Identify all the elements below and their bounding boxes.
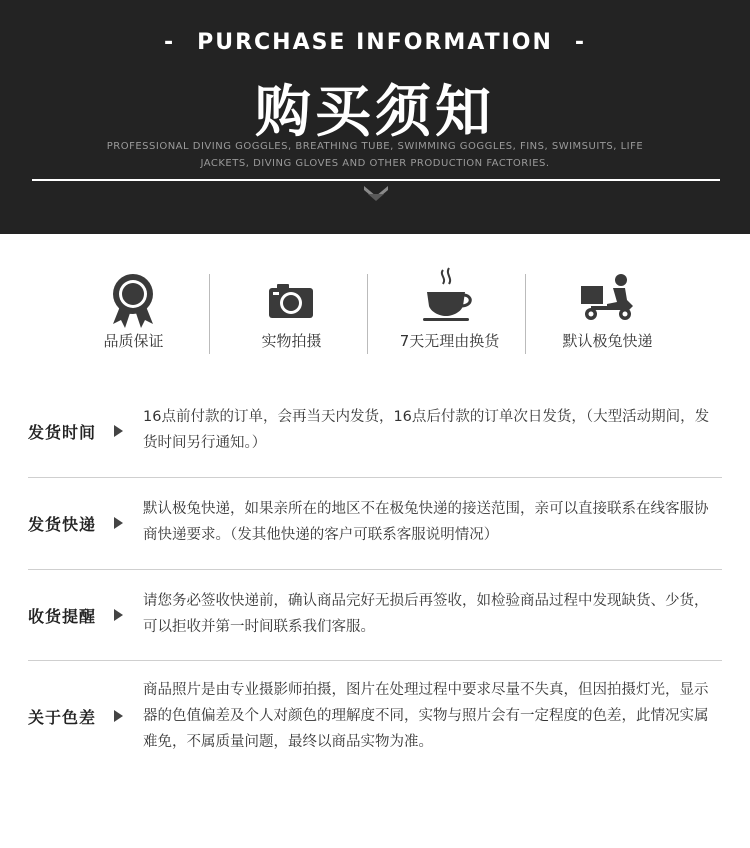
info-row-shipping-time	[28, 404, 722, 464]
info-text: 请您务必签收快递前，确认商品完好无损后再签收，如检验商品过程中发现缺货、少货，可以拒收并第一时间联系我们客服。	[143, 593, 709, 635]
feature-quality	[55, 250, 212, 360]
feature-label: 品质保证	[103, 332, 164, 350]
info-label: 收货提醒	[28, 607, 97, 626]
feature-exchange	[371, 250, 528, 360]
feature-divider	[367, 274, 368, 354]
header-divider-line	[32, 179, 720, 181]
info-row-color-difference	[28, 677, 722, 757]
header-subtitle	[100, 138, 650, 172]
info-label: 发货时间	[28, 423, 97, 442]
header-subtitle-line1: PROFESSIONAL DIVING GOGGLES, BREATHING TUBE, SWIMMING GOGGLES, FINS, SWIMSUITS, LIFE	[106, 141, 644, 152]
triangle-right-icon	[114, 710, 123, 722]
coffee-cup-icon	[419, 250, 479, 326]
info-text: 默认极兔快递，如果亲所在的地区不在极兔快递的接送范围，亲可以直接联系在线客服协商快递要求。（发其他快递的客户可联系客服说明情况）	[143, 501, 709, 543]
feature-courier	[529, 250, 686, 360]
row-divider	[28, 660, 722, 661]
row-divider	[28, 477, 722, 478]
triangle-right-icon	[114, 425, 123, 437]
info-label: 发货快递	[28, 515, 97, 534]
header-title-en	[0, 30, 750, 55]
info-row-receipt-reminder	[28, 588, 722, 648]
feature-real-photo	[213, 250, 370, 360]
feature-divider	[525, 274, 526, 354]
camera-icon	[261, 270, 321, 330]
header-dash-left: -	[163, 30, 176, 55]
feature-label: 默认极兔快递	[562, 332, 653, 350]
chevron-down-icon	[362, 184, 390, 204]
info-text: 16点前付款的订单，会再当天内发货，16点后付款的订单次日发货，（大型活动期间，发货时间另行通知。）	[143, 409, 710, 451]
header-banner	[0, 0, 750, 234]
info-text: 商品照片是由专业摄影师拍摄，图片在处理过程中要求尽量不失真，但因拍摄灯光，显示器的色值偏差及个人对颜色的理解度不同，实物与照片会有一定程度的色差，此情况实属难免，不属质量问题，最终以商品实物为准。	[143, 682, 709, 750]
header-title-en-text: PURCHASE INFORMATION	[197, 30, 553, 55]
triangle-right-icon	[114, 517, 123, 529]
feature-label: 实物拍摄	[261, 332, 322, 350]
delivery-scooter-icon	[577, 270, 637, 330]
feature-label: 7天无理由换货	[399, 332, 500, 350]
feature-divider	[209, 274, 210, 354]
header-title-cn: 购买须知	[255, 80, 495, 145]
award-medal-icon	[103, 270, 163, 330]
triangle-right-icon	[114, 609, 123, 621]
info-row-courier	[28, 496, 722, 556]
feature-row	[55, 250, 695, 360]
header-dash-right: -	[574, 30, 587, 55]
row-divider	[28, 569, 722, 570]
info-label: 关于色差	[28, 708, 97, 727]
header-subtitle-line2: JACKETS, DIVING GLOVES AND OTHER PRODUCTION FACTORIES.	[200, 158, 550, 169]
